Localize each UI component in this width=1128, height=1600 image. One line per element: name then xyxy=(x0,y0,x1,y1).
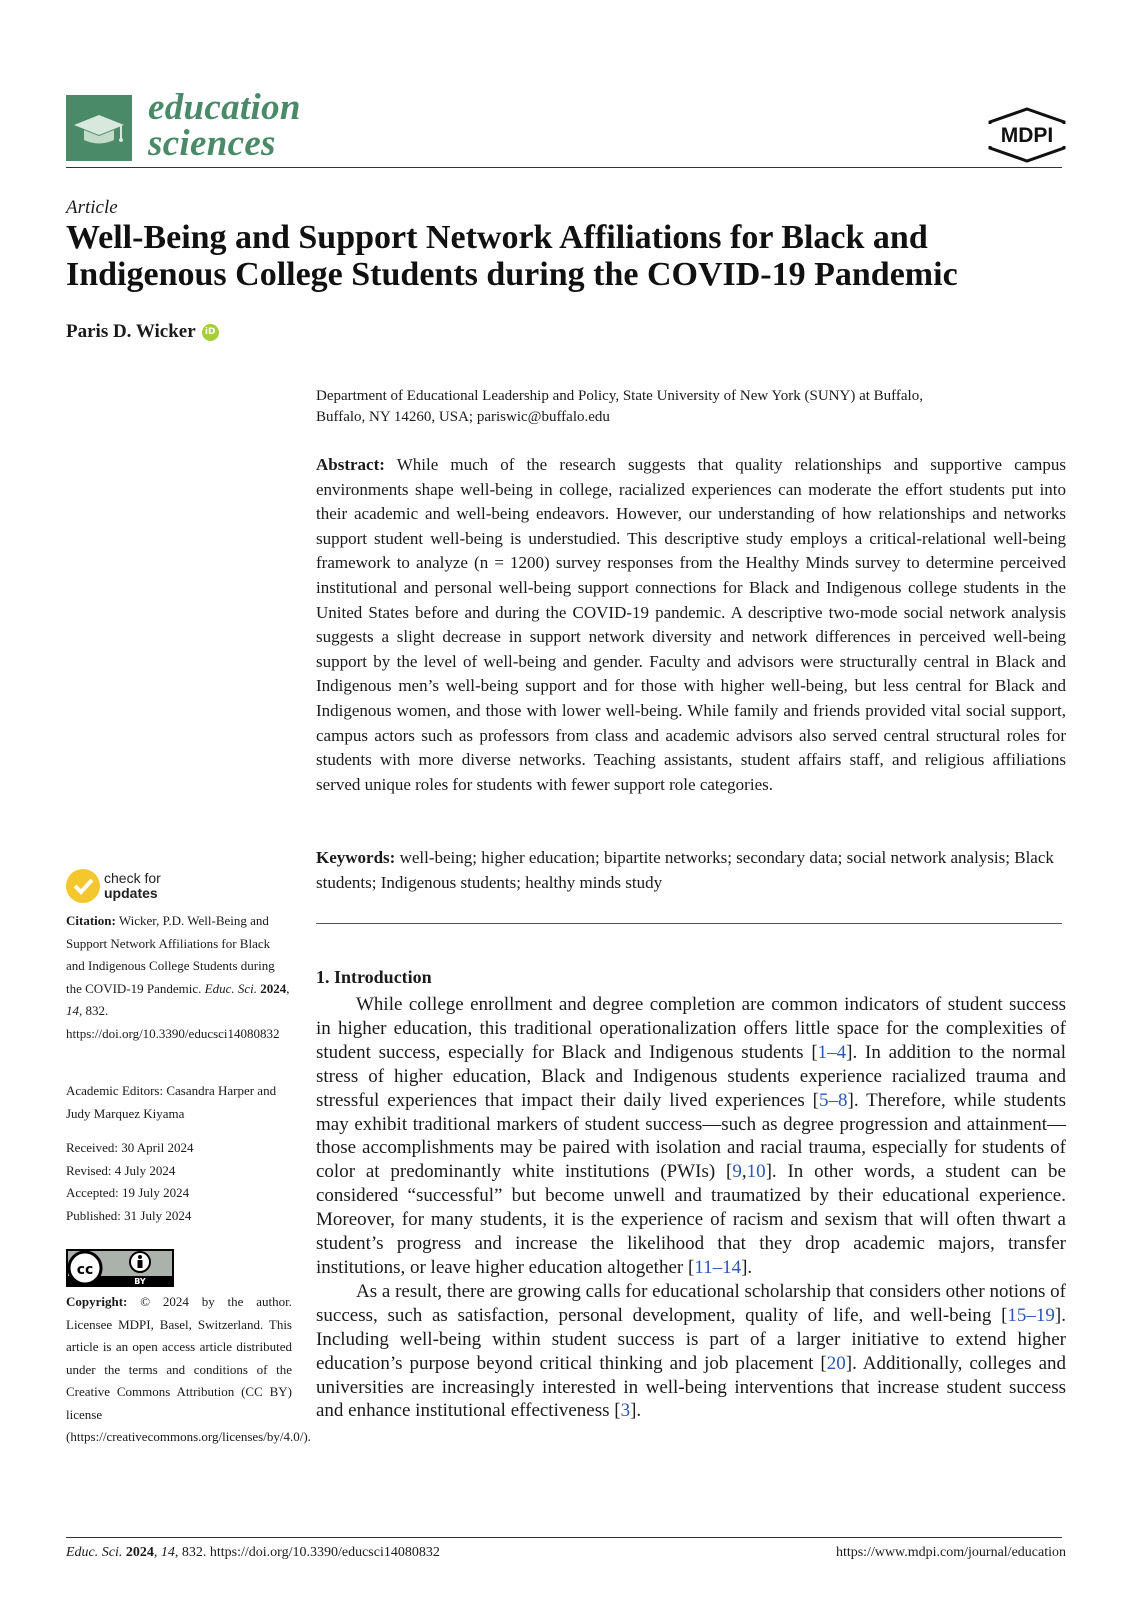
citation-link[interactable]: 3 xyxy=(620,1400,631,1422)
academic-editors: Academic Editors: Casandra Harper and Judy Marquez Kiyama xyxy=(66,1083,277,1121)
revised-date: Revised: 4 July 2024 xyxy=(66,1162,176,1178)
section-divider xyxy=(316,923,1062,924)
checkmark-icon xyxy=(66,869,100,903)
orcid-icon[interactable]: iD xyxy=(202,324,219,341)
publication-dates xyxy=(66,1137,292,1227)
svg-text:MDPI: MDPI xyxy=(1000,124,1054,147)
article-type: Article xyxy=(66,197,118,218)
published-date: Published: 31 July 2024 xyxy=(66,1207,192,1223)
abstract-text: While much of the research suggests that quality relationships and supportive campus environments shape well-being in college, racialized experiences can moderate the effort students put into their academic and well-being endeavors. However, our understanding of how relationships and networks support student well-being is understudied. This descriptive study employs a critical-relational well-being framework to analyze (n = 1200) survey responses from the Healthy Minds survey to determine perceived institutional and personal well-being support connections for Black and Indigenous college students in the United States before and during the COVID-19 pandemic. A descriptive two-mode social network analysis suggests a slight decrease in support network diversity and network differences in perceived well-being support by the level of well-being and gender. Faculty and advisors were structurally central in Black and Indigenous men’s well-being support and for those with higher well-being, but less central for Black and Indigenous women, and those with lower well-being. While family and friends provided vital social support, campus actors such as professors from class and academic advisors also served central structural roles for students with more diverse networks. Teaching assistants, student affairs staff, and religious affiliations served unique roles for students with fewer support role categories. xyxy=(316,455,1067,794)
svg-text:cc: cc xyxy=(76,1262,94,1278)
citation-link[interactable]: 11–14 xyxy=(694,1256,742,1278)
mdpi-logo xyxy=(986,107,1068,163)
accepted-date: Accepted: 19 July 2024 xyxy=(66,1185,190,1200)
journal-name: education sciences xyxy=(148,87,301,164)
citation-link[interactable]: 15–19 xyxy=(1007,1304,1055,1326)
abstract xyxy=(316,453,1066,797)
keywords-label: Keywords: xyxy=(316,848,396,867)
author xyxy=(66,321,219,343)
received-date: Received: 30 April 2024 xyxy=(66,1140,194,1155)
citation-link[interactable]: 1–4 xyxy=(817,1041,847,1063)
cc-by-license-icon[interactable] xyxy=(66,1249,176,1287)
abstract-label: Abstract: xyxy=(316,455,385,474)
author-name: Paris D. Wicker xyxy=(66,321,196,342)
copyright-notice: Copyright: © 2024 by the author. Licensee MDPI, Basel, Switzerland. This article is an open access article distributed under the terms and conditions of the Creative Commons Attribution (CC BY) license (https://creativecommons.org/licenses/by/4.0/). xyxy=(66,1294,311,1444)
footer-citation: Educ. Sci. 2024, 14, 832. https://doi.org/10.3390/educsci14080832 xyxy=(66,1545,440,1560)
citation-link[interactable]: 20 xyxy=(826,1352,846,1374)
footer-journal-url[interactable]: https://www.mdpi.com/journal/education xyxy=(835,1545,1066,1560)
affiliation: Department of Educational Leadership and Policy, State University of New York (SUNY) at Buffalo, Buffalo, NY 14260, USA; pariswic@buffalo.edu xyxy=(316,388,923,425)
svg-text:BY: BY xyxy=(134,1277,146,1286)
paragraph: As a result, there are growing calls for educational scholarship that considers other notions of success, such as satisfaction, personal development, quality of life, and well-being [15–19]. Including well-being within student success is part of a larger initiative to extend higher education’s purpose beyond critical thinking and job placement [20]. Additionally, colleges and universities are increasingly interested in well-being interventions that increase student success and enhance institutional effectiveness [3]. xyxy=(316,1280,1067,1422)
citation-link[interactable]: 10 xyxy=(746,1161,766,1183)
section-heading: 1. Introduction xyxy=(316,967,432,987)
check-for-updates-button[interactable]: check for updates xyxy=(66,869,186,903)
citation-block: Citation: Wicker, P.D. Well-Being and Support Network Affiliations for Black and Indigenous College Students during the COVID-19 Pandemic. Educ. Sci. 2024, 14, 832. https://doi.org/10.3390/educsci14080832 xyxy=(66,913,290,1041)
keywords xyxy=(316,846,1066,895)
introduction-body xyxy=(316,993,1066,1423)
keywords-text: well-being; higher education; bipartite networks; secondary data; social network analysis; Black students; Indigenous students; healthy minds study xyxy=(316,848,1054,892)
graduation-cap-icon xyxy=(66,95,132,161)
paragraph: While college enrollment and degree completion are common indicators of student success in higher education, this traditional operationalization offers little space for the complexities of student success, especially for Black and Indigenous students [1–4]. In addition to the normal stress of higher education, Black and Indigenous students experience racialized trauma and stressful experiences that impact their daily lived experiences [5–8]. Therefore, while students may exhibit traditional markers of student success—such as degree progression and attainment—those accomplishments may be paired with isolation and racial trauma, especially for students of color at predominantly white institutions (PWIs) [9,10]. In other words, a student can be considered “successful” but become unwell and traumatized by their educational experience. Moreover, for many students, it is the experience of racism and sexism that will often thwart a student’s progress and increase the likelihood that they drop academic majors, transfer institutions, or leave higher education altogether [11–14]. xyxy=(316,994,1066,1278)
article-title: Well-Being and Support Network Affiliations for Black and Indigenous College Students during the COVID-19 Pandemic xyxy=(66,219,958,293)
citation-link[interactable]: 9 xyxy=(732,1161,742,1183)
footer-rule xyxy=(66,1537,1062,1538)
journal-logo xyxy=(66,95,132,161)
citation-link[interactable]: 5–8 xyxy=(819,1089,848,1111)
header-rule xyxy=(66,167,1062,168)
